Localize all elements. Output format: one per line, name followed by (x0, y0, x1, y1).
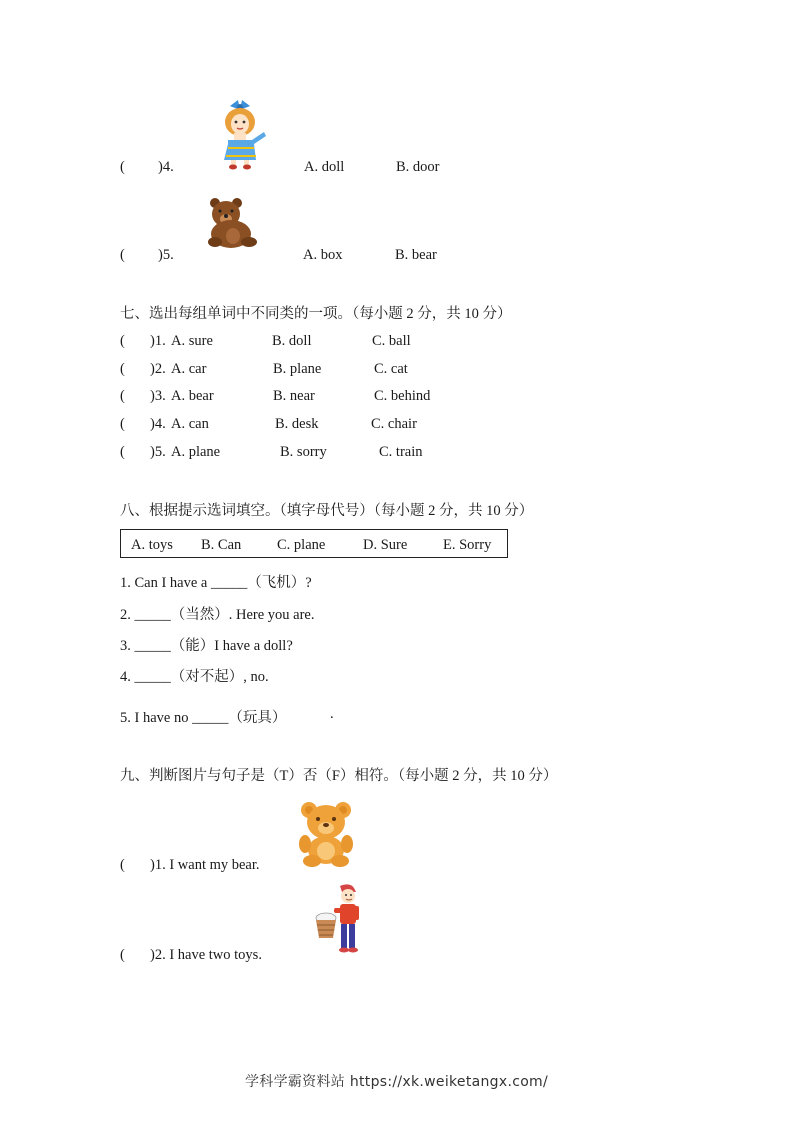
fill-sentence-1[interactable]: 1. Can I have a _____（飞机）? (120, 575, 312, 591)
s7-q1-option-c[interactable]: C. ball (372, 333, 411, 349)
word-bank-option-d: D. Sure (363, 537, 408, 553)
s7-q2-number: )2. (150, 361, 166, 377)
s7-q2-option-a[interactable]: A. car (171, 361, 207, 377)
s7-q4-number: )4. (150, 416, 166, 432)
s7-q4-option-b[interactable]: B. desk (275, 416, 319, 432)
q4-option-b[interactable]: B. door (396, 159, 440, 175)
s9-q2-text: )2. I have two toys. (150, 947, 262, 963)
s7-q5-number: )5. (150, 444, 166, 460)
word-bank-option-e: E. Sorry (443, 537, 492, 553)
q4-paren[interactable]: ( (120, 159, 125, 175)
fill-sentence-5[interactable]: 5. I have no _____（玩具） (120, 710, 287, 726)
word-bank-option-c: C. plane (277, 537, 326, 553)
section8-title: 八、根据提示选词填空。（填字母代号）（每小题 2 分，共 10 分） (120, 503, 534, 519)
q5-option-b[interactable]: B. bear (395, 247, 437, 263)
s7-q4-option-a[interactable]: A. can (171, 416, 209, 432)
s7-q1-option-b[interactable]: B. doll (272, 333, 312, 349)
s7-q3-number: )3. (150, 388, 166, 404)
q5-number: )5. (158, 247, 174, 263)
fill-sentence-3[interactable]: 3. _____（能）I have a doll? (120, 638, 293, 654)
teddy-bear-icon (297, 800, 355, 868)
doll-picture (220, 98, 274, 175)
boy-picture (312, 882, 368, 965)
s7-q2-option-c[interactable]: C. cat (374, 361, 408, 377)
s7-q1-paren[interactable]: ( (120, 333, 125, 349)
q4-number: )4. (158, 159, 174, 175)
doll-icon (220, 98, 274, 170)
fill-sentence-5-period: . (330, 706, 334, 722)
s7-q2-option-b[interactable]: B. plane (273, 361, 322, 377)
footer-watermark: 学科学霸资料站 https://xk.weiketangx.com/ (244, 1074, 549, 1090)
s7-q2-paren[interactable]: ( (120, 361, 125, 377)
teddy-picture (297, 800, 355, 873)
s7-q4-paren[interactable]: ( (120, 416, 125, 432)
q5-paren[interactable]: ( (120, 247, 125, 263)
q5-option-a[interactable]: A. box (303, 247, 343, 263)
s7-q5-option-c[interactable]: C. train (379, 444, 423, 460)
s9-q1-paren[interactable]: ( (120, 857, 125, 873)
s7-q1-number: )1. (150, 333, 166, 349)
word-bank-option-b: B. Can (201, 537, 242, 553)
word-bank-option-a: A. toys (131, 537, 173, 553)
bear-picture (203, 196, 261, 255)
s7-q5-option-b[interactable]: B. sorry (280, 444, 327, 460)
s7-q4-option-c[interactable]: C. chair (371, 416, 417, 432)
s7-q5-paren[interactable]: ( (120, 444, 125, 460)
s7-q5-option-a[interactable]: A. plane (171, 444, 221, 460)
section7-title: 七、选出每组单词中不同类的一项。（每小题 2 分，共 10 分） (120, 306, 512, 322)
section9-title: 九、判断图片与句子是（T）否（F）相符。（每小题 2 分，共 10 分） (120, 768, 558, 784)
s7-q3-option-b[interactable]: B. near (273, 388, 315, 404)
fill-sentence-2[interactable]: 2. _____（当然）. Here you are. (120, 607, 315, 623)
fill-sentence-4[interactable]: 4. _____（对不起）, no. (120, 669, 269, 685)
s7-q3-paren[interactable]: ( (120, 388, 125, 404)
s7-q3-option-c[interactable]: C. behind (374, 388, 431, 404)
s7-q3-option-a[interactable]: A. bear (171, 388, 214, 404)
s9-q2-paren[interactable]: ( (120, 947, 125, 963)
q4-option-a[interactable]: A. doll (304, 159, 345, 175)
s9-q1-text: )1. I want my bear. (150, 857, 260, 873)
boy-with-basket-icon (312, 882, 368, 960)
s7-q1-option-a[interactable]: A. sure (171, 333, 213, 349)
bear-icon (203, 196, 261, 250)
